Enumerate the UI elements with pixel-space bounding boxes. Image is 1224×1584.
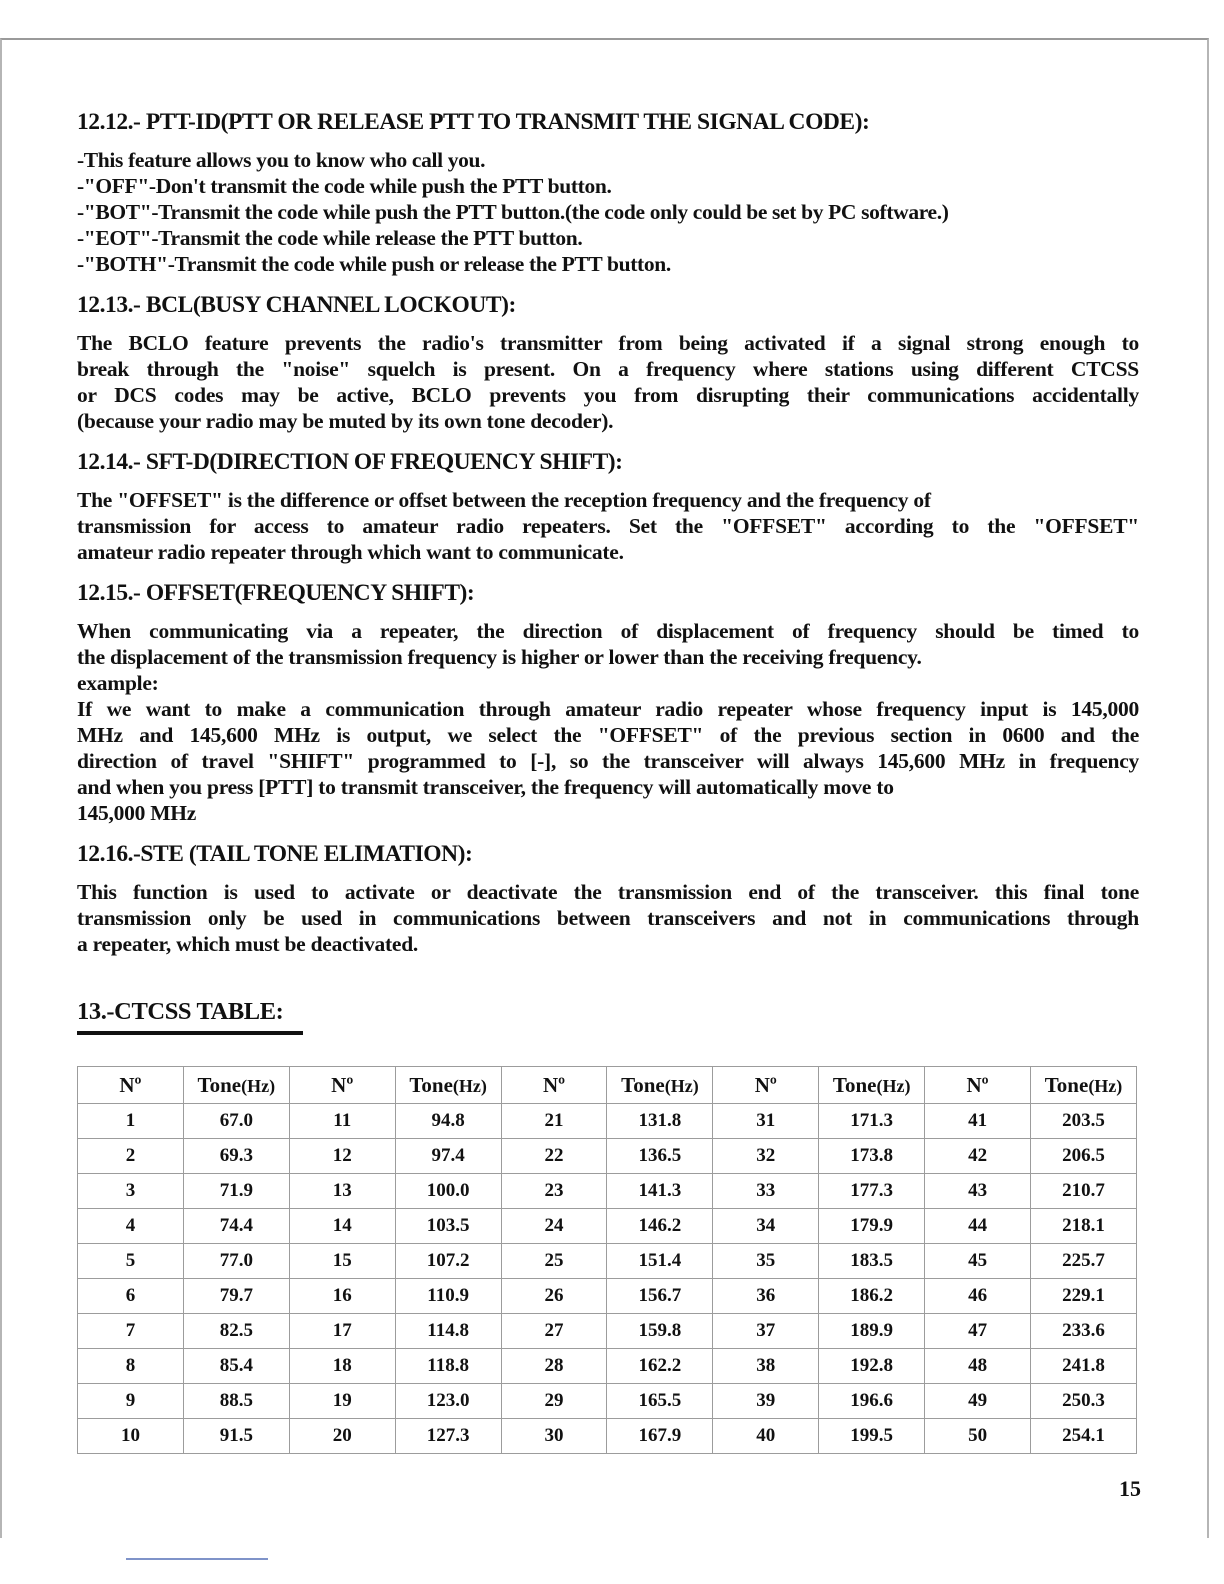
table-row [78,1384,1137,1419]
section-heading: 12.14.- SFT-D(DIRECTION OF FREQUENCY SHIFT): [77,449,623,475]
tone-number-cell: 6 [78,1279,184,1314]
table-row [78,1349,1137,1384]
tone-frequency-cell: 229.1 [1031,1279,1137,1314]
tone-frequency-cell: 136.5 [607,1139,713,1174]
tone-number-cell: 24 [501,1209,607,1244]
tone-unit: (Hz) [241,1075,276,1096]
tone-number-cell: 8 [78,1349,184,1384]
section-offset [77,579,1139,826]
tone-frequency-cell: 107.2 [395,1244,501,1279]
tone-frequency-cell: 123.0 [395,1384,501,1419]
tone-number-cell: 38 [713,1349,819,1384]
table-row [78,1104,1137,1139]
text-line: If we want to make a communication through amateur radio repeater whose frequency input is 145,000 [77,697,1139,721]
table-header-row [78,1067,1137,1104]
table-row [78,1314,1137,1349]
page-number: 15 [1119,1476,1141,1501]
section-paragraph [77,487,1139,565]
text-line: The "OFFSET" is the difference or offset between the reception frequency and the frequency of [77,488,931,512]
column-header-tone [1031,1067,1137,1104]
tone-number-cell: 45 [925,1244,1031,1279]
tone-number-cell: 34 [713,1209,819,1244]
ctcss-table-heading: 13.-CTCSS TABLE: [77,997,303,1035]
text-line: -"BOTH"-Transmit the code while push or release the PTT button. [77,252,671,276]
table-row [78,1209,1137,1244]
tone-frequency-cell: 183.5 [819,1244,925,1279]
tone-frequency-cell: 192.8 [819,1349,925,1384]
tone-number-cell: 40 [713,1419,819,1454]
column-header-number: Nº [78,1067,184,1104]
tone-number-cell: 39 [713,1384,819,1419]
text-line: -"OFF"-Don't transmit the code while push the PTT button. [77,174,612,198]
column-header-number: Nº [713,1067,819,1104]
tone-number-cell: 11 [289,1104,395,1139]
tone-number-cell: 20 [289,1419,395,1454]
tone-number-cell: 30 [501,1419,607,1454]
tone-number-cell: 3 [78,1174,184,1209]
column-header-number: Nº [501,1067,607,1104]
column-header-tone [607,1067,713,1104]
tone-label: Tone [409,1072,453,1097]
tone-frequency-cell: 100.0 [395,1174,501,1209]
tone-number-cell: 15 [289,1244,395,1279]
section-paragraph [77,618,1139,826]
tone-frequency-cell: 171.3 [819,1104,925,1139]
text-line: direction of travel "SHIFT" programmed to [-], so the transceiver will always 145,600 MHz in frequency [77,749,1139,773]
tone-frequency-cell: 189.9 [819,1314,925,1349]
tone-number-cell: 46 [925,1279,1031,1314]
tone-frequency-cell: 118.8 [395,1349,501,1384]
tone-frequency-cell: 241.8 [1031,1349,1137,1384]
text-line: MHz and 145,600 MHz is output, we select the "OFFSET" of the previous section in 0600 and the [77,723,1139,747]
tone-unit: (Hz) [1088,1075,1123,1096]
column-header-number: Nº [289,1067,395,1104]
tone-number-cell: 4 [78,1209,184,1244]
tone-frequency-cell: 67.0 [183,1104,289,1139]
tone-label: Tone [197,1072,242,1097]
column-header-tone [395,1067,501,1104]
tone-frequency-cell: 177.3 [819,1174,925,1209]
tone-frequency-cell: 165.5 [607,1384,713,1419]
section-ste [77,840,1139,957]
tone-frequency-cell: 225.7 [1031,1244,1137,1279]
table-row [78,1279,1137,1314]
tone-frequency-cell: 254.1 [1031,1419,1137,1454]
tone-number-cell: 44 [925,1209,1031,1244]
text-line: 145,000 MHz [77,801,197,825]
tone-number-cell: 17 [289,1314,395,1349]
tone-label: Tone [621,1072,665,1097]
tone-frequency-cell: 218.1 [1031,1209,1137,1244]
text-line: the displacement of the transmission frequency is higher or lower than the receiving frequency. [77,645,922,669]
tone-number-cell: 49 [925,1384,1031,1419]
tone-frequency-cell: 131.8 [607,1104,713,1139]
tone-number-cell: 9 [78,1384,184,1419]
ctcss-table [77,1066,1137,1454]
tone-number-cell: 33 [713,1174,819,1209]
tone-number-cell: 37 [713,1314,819,1349]
section-ptt-id [77,108,1139,277]
tone-frequency-cell: 82.5 [183,1314,289,1349]
text-line: (because your radio may be muted by its own tone decoder). [77,409,614,433]
text-line: amateur radio repeater through which want to communicate. [77,540,624,564]
section-heading: 12.15.- OFFSET(FREQUENCY SHIFT): [77,580,475,606]
tone-number-cell: 42 [925,1139,1031,1174]
tone-frequency-cell: 127.3 [395,1419,501,1454]
text-line: transmission only be used in communications between transceivers and not in communications through [77,906,1139,930]
section-lines [77,147,1139,277]
tone-label: Tone [832,1072,877,1097]
tone-frequency-cell: 206.5 [1031,1139,1137,1174]
footer-divider [126,1558,268,1560]
tone-number-cell: 32 [713,1139,819,1174]
tone-frequency-cell: 159.8 [607,1314,713,1349]
tone-number-cell: 1 [78,1104,184,1139]
tone-frequency-cell: 233.6 [1031,1314,1137,1349]
table-row [78,1419,1137,1454]
tone-number-cell: 19 [289,1384,395,1419]
tone-frequency-cell: 156.7 [607,1279,713,1314]
text-line: and when you press [PTT] to transmit transceiver, the frequency will automatically move to [77,775,894,799]
text-line: example: [77,671,159,695]
tone-number-cell: 35 [713,1244,819,1279]
tone-label: Tone [1044,1072,1089,1097]
column-header-number: Nº [925,1067,1031,1104]
section-paragraph [77,879,1139,957]
tone-frequency-cell: 91.5 [183,1419,289,1454]
tone-number-cell: 14 [289,1209,395,1244]
tone-number-cell: 26 [501,1279,607,1314]
text-line: transmission for access to amateur radio repeaters. Set the "OFFSET" according to the "OFFSET" [77,514,1139,538]
tone-number-cell: 22 [501,1139,607,1174]
tone-frequency-cell: 74.4 [183,1209,289,1244]
tone-number-cell: 28 [501,1349,607,1384]
tone-number-cell: 13 [289,1174,395,1209]
section-heading: 12.13.- BCL(BUSY CHANNEL LOCKOUT): [77,292,516,318]
tone-frequency-cell: 203.5 [1031,1104,1137,1139]
text-line: -"BOT"-Transmit the code while push the PTT button.(the code only could be set by PC software.) [77,200,949,224]
tone-frequency-cell: 79.7 [183,1279,289,1314]
tone-frequency-cell: 186.2 [819,1279,925,1314]
table-row [78,1174,1137,1209]
tone-number-cell: 43 [925,1174,1031,1209]
section-sft-d [77,448,1139,565]
tone-number-cell: 25 [501,1244,607,1279]
tone-number-cell: 7 [78,1314,184,1349]
tone-frequency-cell: 110.9 [395,1279,501,1314]
tone-unit: (Hz) [452,1075,487,1096]
tone-frequency-cell: 85.4 [183,1349,289,1384]
tone-unit: (Hz) [876,1075,911,1096]
tone-number-cell: 16 [289,1279,395,1314]
tone-frequency-cell: 69.3 [183,1139,289,1174]
tone-number-cell: 31 [713,1104,819,1139]
tone-number-cell: 5 [78,1244,184,1279]
text-line: This function is used to activate or deactivate the transmission end of the transceiver. this final tone [77,880,1139,904]
tone-frequency-cell: 167.9 [607,1419,713,1454]
tone-frequency-cell: 173.8 [819,1139,925,1174]
column-header-tone [183,1067,289,1104]
tone-frequency-cell: 199.5 [819,1419,925,1454]
tone-number-cell: 2 [78,1139,184,1174]
tone-frequency-cell: 196.6 [819,1384,925,1419]
tone-frequency-cell: 103.5 [395,1209,501,1244]
section-heading: 12.16.-STE (TAIL TONE ELIMATION): [77,841,473,867]
text-line: or DCS codes may be active, BCLO prevents you from disrupting their communications accidentally [77,383,1139,407]
tone-frequency-cell: 94.8 [395,1104,501,1139]
tone-number-cell: 29 [501,1384,607,1419]
tone-frequency-cell: 97.4 [395,1139,501,1174]
tone-frequency-cell: 151.4 [607,1244,713,1279]
tone-frequency-cell: 71.9 [183,1174,289,1209]
text-line: break through the "noise" squelch is present. On a frequency where stations using different CTCSS [77,357,1139,381]
tone-frequency-cell: 179.9 [819,1209,925,1244]
section-paragraph [77,330,1139,434]
tone-frequency-cell: 114.8 [395,1314,501,1349]
column-header-tone [819,1067,925,1104]
section-bcl [77,291,1139,434]
tone-number-cell: 48 [925,1349,1031,1384]
table-row [78,1244,1137,1279]
tone-frequency-cell: 146.2 [607,1209,713,1244]
text-line: The BCLO feature prevents the radio's transmitter from being activated if a signal strong enough to [77,331,1139,355]
tone-number-cell: 50 [925,1419,1031,1454]
tone-number-cell: 12 [289,1139,395,1174]
tone-number-cell: 27 [501,1314,607,1349]
tone-number-cell: 21 [501,1104,607,1139]
tone-frequency-cell: 77.0 [183,1244,289,1279]
tone-frequency-cell: 88.5 [183,1384,289,1419]
table-body [78,1104,1137,1454]
tone-number-cell: 36 [713,1279,819,1314]
text-line: -This feature allows you to know who call you. [77,148,486,172]
text-line: a repeater, which must be deactivated. [77,932,419,956]
tone-number-cell: 10 [78,1419,184,1454]
tone-unit: (Hz) [664,1075,699,1096]
section-heading: 12.12.- PTT-ID(PTT OR RELEASE PTT TO TRANSMIT THE SIGNAL CODE): [77,109,870,135]
document-body [77,108,1139,1035]
tone-number-cell: 47 [925,1314,1031,1349]
tone-number-cell: 18 [289,1349,395,1384]
table-row [78,1139,1137,1174]
text-line: When communicating via a repeater, the direction of displacement of frequency should be timed to [77,619,1139,643]
tone-frequency-cell: 250.3 [1031,1384,1137,1419]
tone-frequency-cell: 162.2 [607,1349,713,1384]
tone-number-cell: 41 [925,1104,1031,1139]
tone-number-cell: 23 [501,1174,607,1209]
tone-frequency-cell: 210.7 [1031,1174,1137,1209]
tone-frequency-cell: 141.3 [607,1174,713,1209]
text-line: -"EOT"-Transmit the code while release the PTT button. [77,226,583,250]
